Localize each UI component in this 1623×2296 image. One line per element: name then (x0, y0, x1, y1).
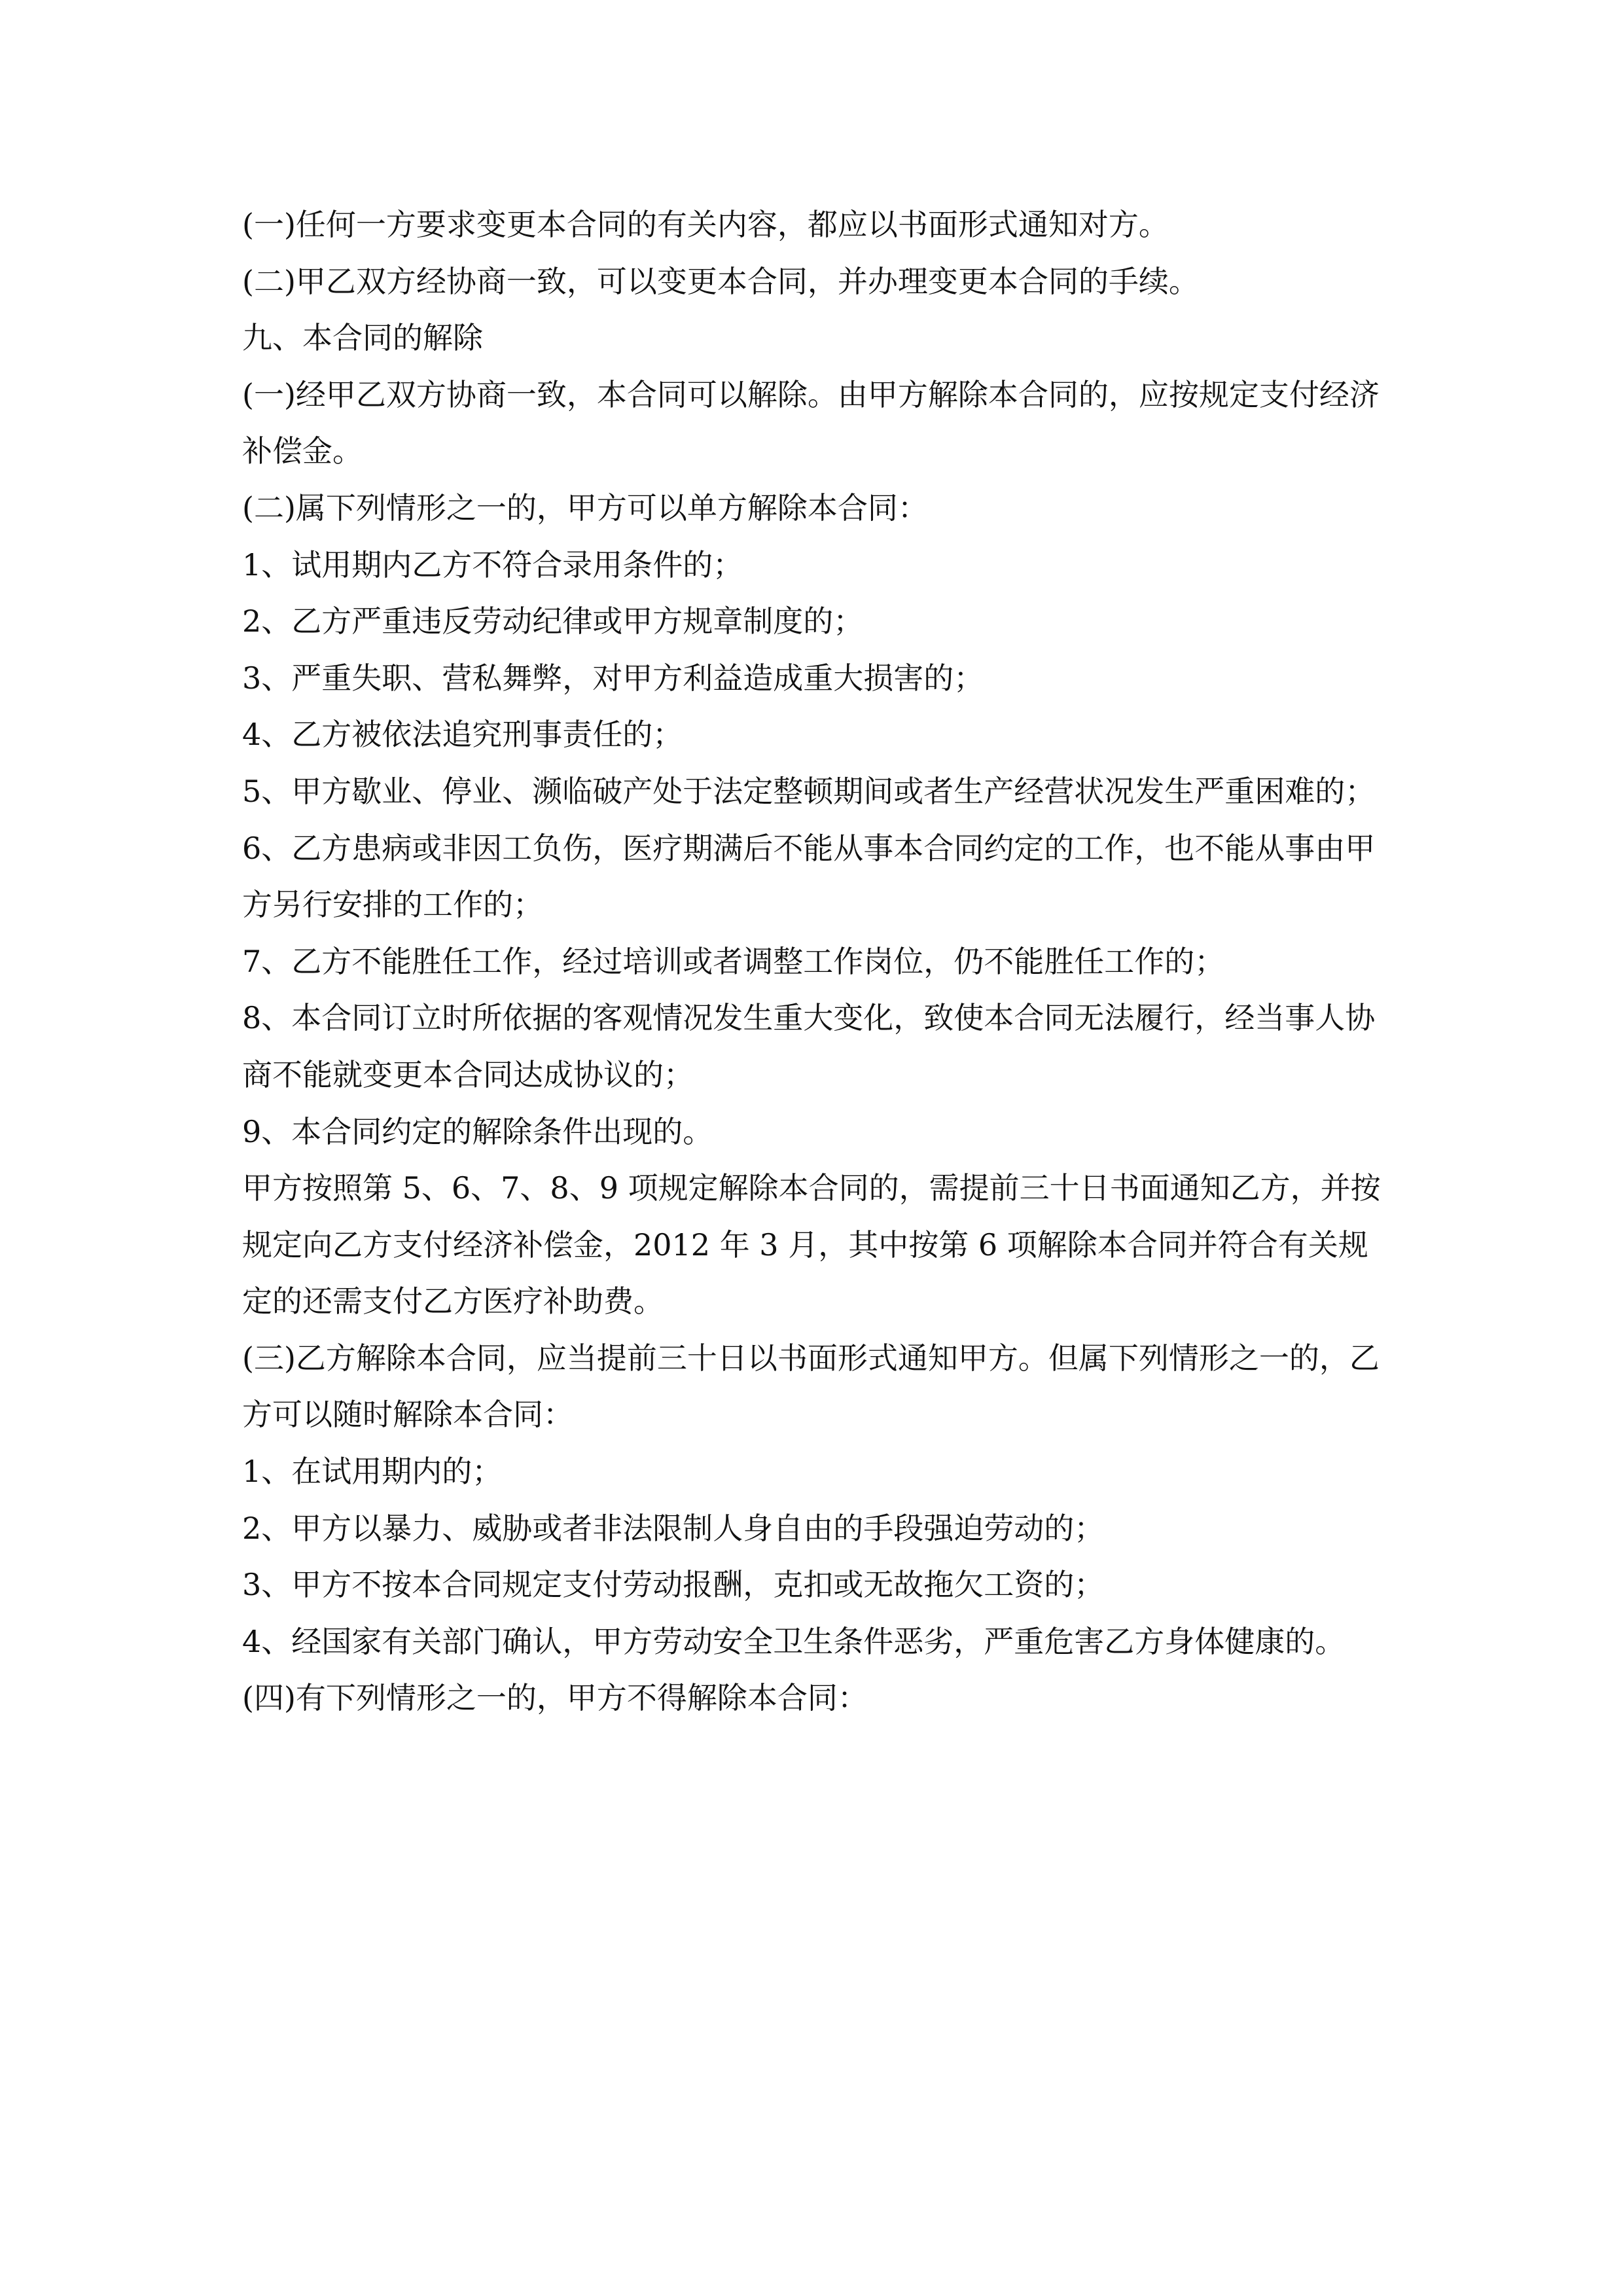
list-item: 3、甲方不按本合同规定支付劳动报酬，克扣或无故拖欠工资的； (242, 1567, 1105, 1603)
clause-paragraph: (二)属下列情形之一的，甲方可以单方解除本合同： (242, 490, 928, 526)
clause-paragraph: (一)任何一方要求变更本合同的有关内容，都应以书面形式通知对方。 (242, 207, 1169, 242)
list-item: 2、乙方严重违反劳动纪律或甲方规章制度的； (242, 603, 864, 639)
list-item: 3、严重失职、营私舞弊，对甲方利益造成重大损害的； (242, 660, 984, 696)
list-item: 2、甲方以暴力、威胁或者非法限制人身自由的手段强迫劳动的； (242, 1510, 1105, 1546)
clause-paragraph: (四)有下列情形之一的，甲方不得解除本合同： (242, 1680, 868, 1716)
list-item: 1、试用期内乙方不符合录用条件的； (242, 547, 743, 583)
list-item: 4、乙方被依法追究刑事责任的； (242, 717, 683, 753)
list-item: 8、本合同订立时所依据的客观情况发生重大变化，致使本合同无法履行，经当事人协商不能就变更本合同达成协议的； (242, 1000, 1376, 1092)
list-item: 9、本合同约定的解除条件出现的。 (242, 1113, 713, 1149)
clause-paragraph: 甲方按照第 5、6、7、8、9 项规定解除本合同的，需提前三十日书面通知乙方，并按规定向乙方支付经济补偿金，2012 年 3 月，其中按第 6 项解除本合同并符合有关规定的还需支付乙方医疗补助费。 (242, 1170, 1381, 1319)
clause-paragraph: (一)经甲乙双方协商一致，本合同可以解除。由甲方解除本合同的，应按规定支付经济补偿金。 (242, 376, 1380, 469)
document-body (242, 196, 1394, 1727)
list-item: 4、经国家有关部门确认，甲方劳动安全卫生条件恶劣，严重危害乙方身体健康的。 (242, 1623, 1346, 1659)
list-item: 7、乙方不能胜任工作，经过培训或者调整工作岗位，仍不能胜任工作的； (242, 943, 1225, 979)
list-item: 6、乙方患病或非因工负伤，医疗期满后不能从事本合同约定的工作，也不能从事由甲方另行安排的工作的； (242, 830, 1376, 923)
clause-paragraph: (三)乙方解除本合同，应当提前三十日以书面形式通知甲方。但属下列情形之一的，乙方可以随时解除本合同： (242, 1340, 1380, 1433)
section-heading: 九、本合同的解除 (242, 320, 483, 356)
list-item: 5、甲方歇业、停业、濒临破产处于法定整顿期间或者生产经营状况发生严重困难的； (242, 773, 1376, 809)
list-item: 1、在试用期内的； (242, 1454, 503, 1490)
clause-paragraph: (二)甲乙双方经协商一致，可以变更本合同，并办理变更本合同的手续。 (242, 263, 1199, 299)
